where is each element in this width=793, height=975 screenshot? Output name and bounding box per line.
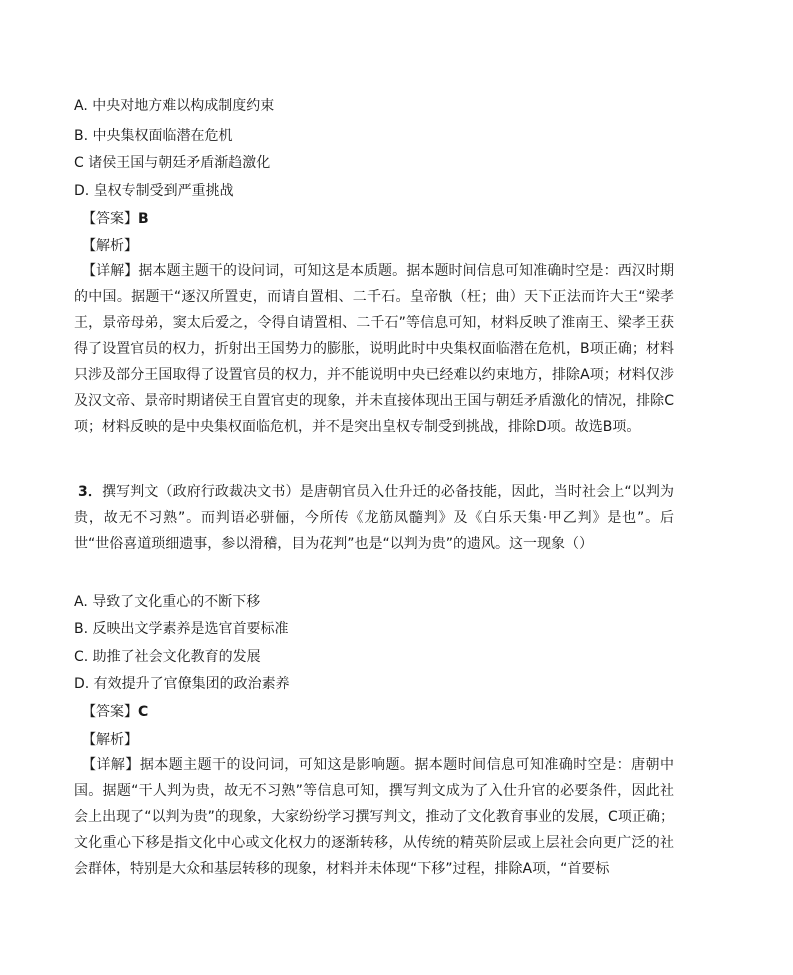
q3-number: 3．	[78, 484, 102, 500]
q3-stem-text: 撰写判文（政府行政裁决文书）是唐朝官员入仕升迁的必备技能，因此，当时社会上“以判为贵，故无不习熟”。而判语必骈俪，今所传《龙筋凤髓判》及《白乐天集·甲乙判》是也”。后世“世俗喜道琐细遗事，参以滑稽，目为花判”也是“以判为贵”的遗风。这一现象（）	[74, 484, 674, 552]
q3-option-a: A. 导致了文化重心的不断下移	[74, 594, 261, 610]
q2-option-b: B. 中央集权面临潜在危机	[74, 128, 233, 144]
q2-answer-value: B	[138, 211, 149, 227]
q2-answer-label: 【答案】	[82, 211, 138, 227]
q3-option-b: B. 反映出文学素养是选官首要标准	[74, 621, 289, 637]
q3-detail-label: 【详解】	[82, 757, 140, 773]
q3-answer-label: 【答案】	[82, 704, 138, 720]
q2-analysis-label: 【解析】	[82, 238, 138, 254]
q3-detail-text: 据本题主题干的设问词，可知这是影响题。据本题时间信息可知准确时空是：唐朝中国。据题“干人判为贵，故无不习熟”等信息可知，撰写判文成为了入仕升官的必要条件，因此社会上出现了“以判为贵”的现象，大家纷纷学习撰写判文，推动了文化教育事业的发展，C项正确；文化重心下移是指文化中心或文化权力的逐渐转移，从传统的精英阶层或上层社会向更广泛的社会群体，特别是大众和基层转移的现象，材料并未体现“下移”过程，排除A项，“首要标	[74, 757, 675, 877]
q3-option-c: C. 助推了社会文化教育的发展	[74, 649, 261, 665]
q2-option-c: C 诸侯王国与朝廷矛盾渐趋激化	[74, 155, 271, 171]
q3-detail	[74, 752, 674, 882]
q3-stem	[74, 479, 674, 557]
q2-option-d: D. 皇权专制受到严重挑战	[74, 183, 234, 199]
q2-detail-label: 【详解】	[82, 263, 139, 279]
q2-detail	[74, 258, 674, 440]
q3-answer-value: C	[138, 704, 149, 720]
q3-analysis-label: 【解析】	[82, 732, 138, 748]
q2-answer	[82, 209, 149, 229]
q3-answer	[82, 702, 148, 722]
q2-detail-text: 据本题主题干的设问词，可知这是本质题。据本题时间信息可知准确时空是：西汉时期的中国。据题干“逐汉所置吏，而请自置相、二千石。皇帝骫（枉；曲）天下正法而许大王“梁孝王，景帝母弟，窦太后爱之，令得自请置相、二千石”等信息可知，材料反映了淮南王、梁孝王获得了设置官员的权力，折射出王国势力的膨胀，说明此时中央集权面临潜在危机，B项正确；材料只涉及部分王国取得了设置官员的权力，并不能说明中央已经难以约束地方，排除A项；材料仅涉及汉文帝、景帝时期诸侯王自置官吏的现象，并未直接体现出王国与朝廷矛盾激化的情况，排除C项；材料反映的是中央集权面临危机，并不是突出皇权专制受到挑战，排除D项。故选B项。	[74, 263, 674, 435]
q3-option-d: D. 有效提升了官僚集团的政治素养	[74, 676, 290, 692]
q2-option-a: A. 中央对地方难以构成制度约束	[74, 98, 275, 114]
